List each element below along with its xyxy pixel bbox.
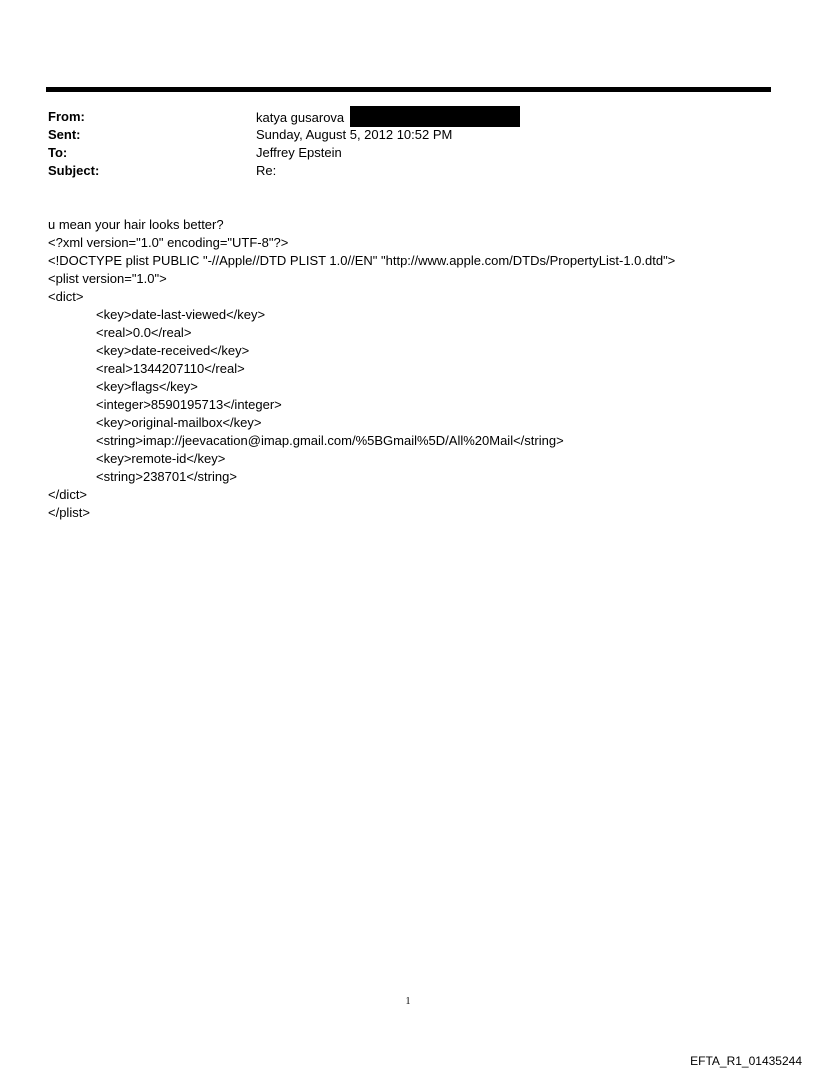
to-value: Jeffrey Epstein [256, 145, 342, 160]
to-label: To: [48, 145, 68, 160]
from-name: katya gusarova [256, 109, 345, 125]
from-value [256, 108, 768, 126]
body-line: <integer>8590195713</integer> [96, 397, 282, 412]
from-label: From: [48, 109, 85, 124]
sent-value: Sunday, August 5, 2012 10:52 PM [256, 127, 453, 142]
subject-value: Re: [256, 163, 277, 178]
body-line: <key>original-mailbox</key> [96, 415, 262, 430]
body-line: <string>238701</string> [96, 469, 237, 484]
body-line: u mean your hair looks better? [48, 217, 224, 232]
to-row [48, 144, 768, 162]
email-body [48, 216, 788, 522]
body-line: <key>date-received</key> [96, 343, 250, 358]
body-line: <plist version="1.0"> [48, 271, 167, 286]
subject-row [48, 162, 768, 180]
top-divider [46, 87, 771, 92]
body-line: <!DOCTYPE plist PUBLIC "-//Apple//DTD PLIST 1.0//EN" "http://www.apple.com/DTDs/PropertyList-1.0.dtd"> [48, 253, 676, 268]
sent-label: Sent: [48, 127, 81, 142]
subject-label: Subject: [48, 163, 100, 178]
body-line: <key>flags</key> [96, 379, 198, 394]
from-row [48, 108, 768, 126]
body-line: <key>remote-id</key> [96, 451, 226, 466]
body-line: <string>imap://jeevacation@imap.gmail.com/%5BGmail%5D/All%20Mail</string> [96, 433, 564, 448]
body-line: <real>0.0</real> [96, 325, 192, 340]
page-number: 1 [405, 996, 411, 1007]
redaction-block [350, 106, 520, 127]
body-line: </plist> [48, 505, 90, 520]
body-line: <key>date-last-viewed</key> [96, 307, 266, 322]
body-line: <?xml version="1.0" encoding="UTF-8"?> [48, 235, 289, 250]
body-line: <dict> [48, 289, 84, 304]
document-id: EFTA_R1_01435244 [690, 1054, 802, 1068]
body-line: </dict> [48, 487, 88, 502]
email-header [48, 108, 768, 180]
body-line: <real>1344207110</real> [96, 361, 245, 376]
sent-row [48, 126, 768, 144]
